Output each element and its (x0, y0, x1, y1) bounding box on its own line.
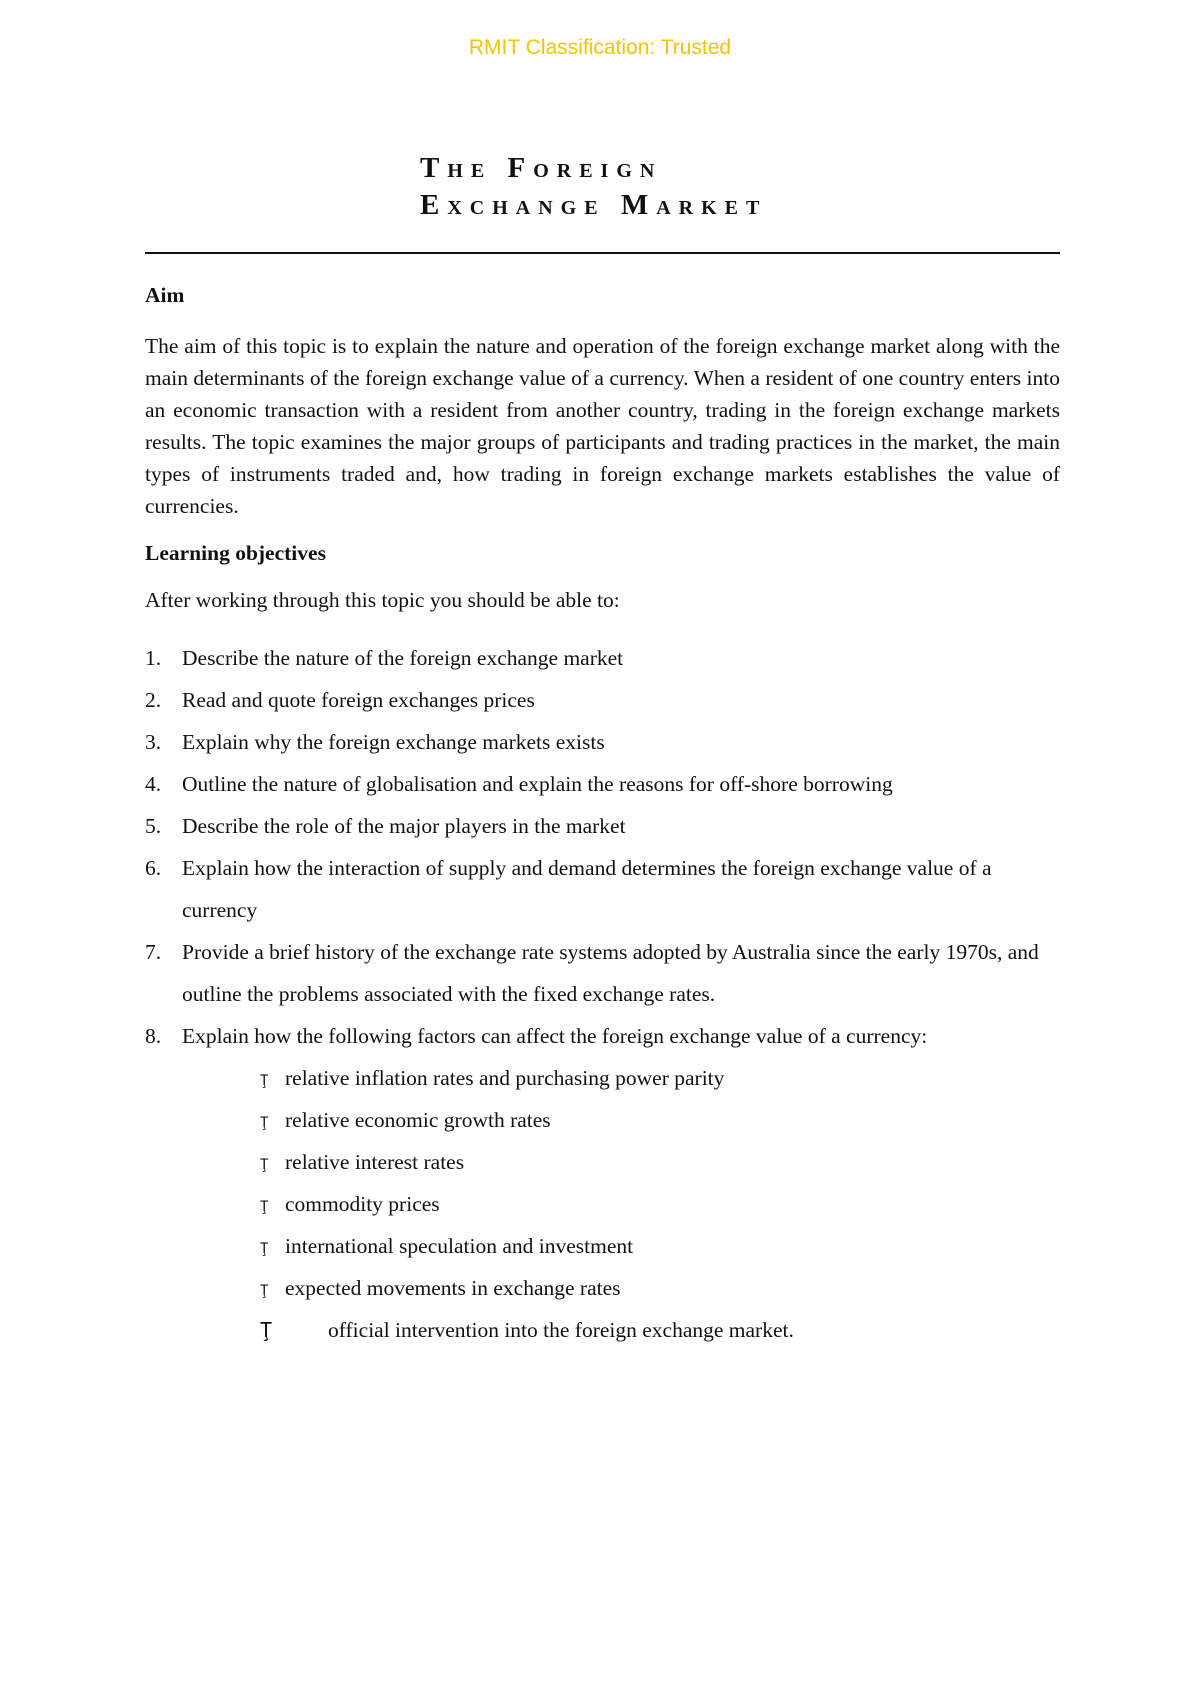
factor-text: official intervention into the foreign exchange market. (328, 1318, 794, 1342)
bullet-icon: Ţ (260, 1115, 269, 1131)
aim-heading: Aim (145, 283, 185, 307)
objective-text: Describe the role of the major players in the market (182, 814, 626, 838)
objective-item (145, 931, 1060, 1015)
objectives-list (145, 637, 1060, 1351)
factor-item (182, 1141, 1060, 1183)
title-line-2: Exchange Market (420, 189, 768, 221)
bullet-icon: Ţ (260, 1241, 269, 1257)
objective-item (145, 847, 1060, 931)
objective-number: 5. (145, 814, 162, 838)
factor-item (182, 1057, 1060, 1099)
objective-text: Explain how the following factors can affect the foreign exchange value of a currency: (182, 1024, 928, 1048)
factor-item (182, 1225, 1060, 1267)
objective-number: 4. (145, 772, 162, 796)
objective-item (145, 805, 1060, 847)
objective-text: Explain how the interaction of supply and demand determines the foreign exchange value of a currency (182, 856, 992, 922)
factors-list (182, 1057, 1060, 1351)
objective-number: 8. (145, 1024, 162, 1048)
title-line-1: The Foreign (420, 152, 663, 184)
factor-text: relative inflation rates and purchasing power parity (285, 1066, 725, 1090)
classification-label: RMIT Classification: Trusted (468, 36, 732, 59)
objective-item (145, 763, 1060, 805)
objective-text: Explain why the foreign exchange markets exists (182, 730, 605, 754)
objective-number: 7. (145, 940, 162, 964)
objective-number: 6. (145, 856, 162, 880)
bullet-icon: Ţ (260, 1199, 269, 1215)
title-divider (145, 252, 1060, 254)
factor-text: relative economic growth rates (285, 1108, 551, 1132)
bullet-icon: Ţ (260, 1073, 269, 1089)
factor-item (182, 1267, 1060, 1309)
bullet-icon: Ţ (260, 1283, 269, 1299)
factor-item (182, 1309, 1060, 1351)
document-title (420, 150, 767, 224)
objective-number: 2. (145, 688, 162, 712)
objective-item (145, 1015, 1060, 1351)
factor-item (182, 1183, 1060, 1225)
bullet-icon: Ţ (260, 1157, 269, 1173)
objective-text: Provide a brief history of the exchange rate systems adopted by Australia since the early 1970s, and outline the problems associated with the fixed exchange rates. (182, 940, 1039, 1006)
factor-text: expected movements in exchange rates (285, 1276, 621, 1300)
factor-text: international speculation and investment (285, 1234, 634, 1258)
factor-text: relative interest rates (285, 1150, 465, 1174)
aim-paragraph: The aim of this topic is to explain the nature and operation of the foreign exchange market along with the main determinants of the foreign exchange value of a currency. When a resident of one country enters into an economic transaction with a resident from another country, trading in the foreign exchange markets results. The topic examines the major groups of participants and trading practices in the market, the main types of instruments traded and, how trading in foreign exchange markets establishes the value of currencies. (145, 334, 1060, 518)
objective-item (145, 637, 1060, 679)
objective-text: Describe the nature of the foreign exchange market (182, 646, 624, 670)
objective-item (145, 721, 1060, 763)
factor-item (182, 1099, 1060, 1141)
factor-text: commodity prices (285, 1192, 440, 1216)
objective-number: 1. (145, 646, 162, 670)
document-body (145, 280, 1060, 1351)
bullet-icon: Ţ (260, 1318, 273, 1342)
objective-text: Outline the nature of globalisation and explain the reasons for off-shore borrowing (182, 772, 893, 796)
objective-item (145, 679, 1060, 721)
objectives-heading: Learning objectives (145, 541, 326, 565)
objective-text: Read and quote foreign exchanges prices (182, 688, 535, 712)
objectives-intro: After working through this topic you should be able to: (145, 588, 620, 612)
objective-number: 3. (145, 730, 162, 754)
